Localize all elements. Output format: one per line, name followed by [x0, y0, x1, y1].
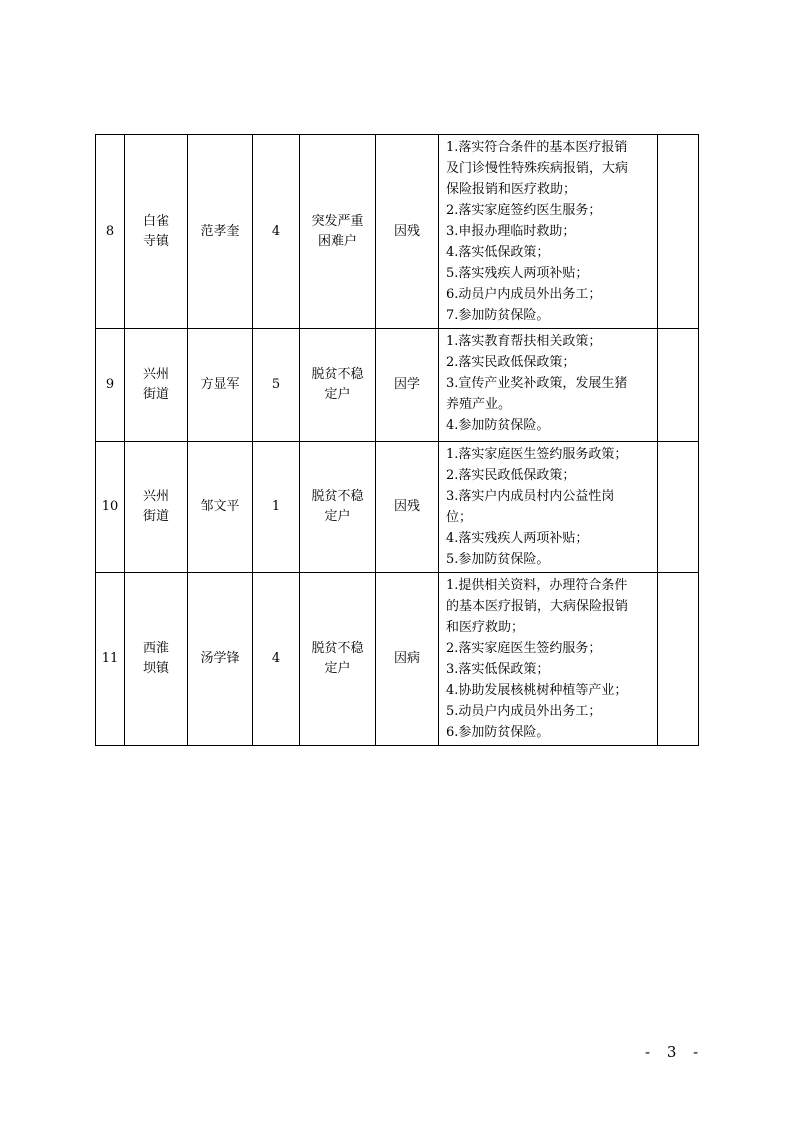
measure-line: 3.宣传产业奖补政策，发展生猪: [446, 376, 628, 391]
measure-line: 4.协助发展核桃树种植等产业；: [446, 683, 628, 698]
remark-cell: [658, 442, 699, 573]
measure-line: 1.落实家庭医生签约服务政策；: [446, 447, 628, 462]
measures-cell: [439, 442, 658, 573]
reason-cell: 因残: [376, 442, 439, 573]
town-cell: 西淮 坝镇: [125, 573, 188, 746]
name-cell: 汤学锋: [188, 573, 253, 746]
town-cell: 兴州 街道: [125, 329, 188, 442]
name-cell: 范孝奎: [188, 135, 253, 329]
measure-line: 2.落实民政低保政策；: [446, 355, 576, 370]
measure-line: 和医疗救助；: [446, 620, 525, 635]
measure-line: 7.参加防贫保险。: [446, 308, 550, 323]
measure-line: 1.提供相关资料，办理符合条件: [446, 578, 628, 593]
town-cell: 兴州 街道: [125, 442, 188, 573]
measure-line: 5.动员户内成员外出务工；: [446, 704, 602, 719]
measure-line: 3.申报办理临时救助；: [446, 224, 576, 239]
measure-line: 6.动员户内成员外出务工；: [446, 287, 602, 302]
measure-line: 5.落实残疾人两项补贴；: [446, 266, 589, 281]
table-row: [96, 573, 699, 746]
page-number: - 3 -: [645, 1043, 705, 1061]
type-cell: 脱贫不稳 定户: [300, 442, 376, 573]
table-row: [96, 329, 699, 442]
measures-cell: [439, 135, 658, 329]
type-cell: 脱贫不稳 定户: [300, 329, 376, 442]
measure-line: 4.参加防贫保险。: [446, 418, 550, 433]
measure-line: 6.参加防贫保险。: [446, 725, 550, 740]
row-number: 11: [96, 573, 125, 746]
measure-line: 2.落实民政低保政策；: [446, 468, 576, 483]
measure-line: 2.落实家庭医生签约服务；: [446, 641, 602, 656]
measure-line: 3.落实低保政策；: [446, 662, 550, 677]
measure-line: 养殖产业。: [446, 397, 512, 412]
table-row: [96, 135, 699, 329]
measure-line: 2.落实家庭签约医生服务；: [446, 203, 602, 218]
measure-line: 3.落实户内成员村内公益性岗: [446, 489, 615, 504]
type-cell: 突发严重 困难户: [300, 135, 376, 329]
remark-cell: [658, 135, 699, 329]
measure-line: 1.落实教育帮扶相关政策；: [446, 334, 602, 349]
measure-line: 4.落实低保政策；: [446, 245, 550, 260]
household-table: [95, 134, 699, 746]
measure-line: 5.参加防贫保险。: [446, 552, 550, 567]
measure-line: 保险报销和医疗救助；: [446, 182, 577, 197]
measure-line: 位；: [446, 510, 473, 525]
row-number: 9: [96, 329, 125, 442]
measure-line: 4.落实残疾人两项补贴；: [446, 531, 589, 546]
count-cell: 4: [253, 135, 300, 329]
town-cell: 白雀 寺镇: [125, 135, 188, 329]
measures-cell: [439, 329, 658, 442]
reason-cell: 因病: [376, 573, 439, 746]
measure-line: 及门诊慢性特殊疾病报销，大病: [446, 161, 629, 176]
measure-line: 1.落实符合条件的基本医疗报销: [446, 140, 628, 155]
remark-cell: [658, 573, 699, 746]
measure-line: 的基本医疗报销，大病保险报销: [446, 599, 629, 614]
name-cell: 邹文平: [188, 442, 253, 573]
count-cell: 4: [253, 573, 300, 746]
name-cell: 方显军: [188, 329, 253, 442]
row-number: 10: [96, 442, 125, 573]
count-cell: 5: [253, 329, 300, 442]
count-cell: 1: [253, 442, 300, 573]
type-cell: 脱贫不稳 定户: [300, 573, 376, 746]
reason-cell: 因残: [376, 135, 439, 329]
measures-cell: [439, 573, 658, 746]
row-number: 8: [96, 135, 125, 329]
table-row: [96, 442, 699, 573]
remark-cell: [658, 329, 699, 442]
reason-cell: 因学: [376, 329, 439, 442]
